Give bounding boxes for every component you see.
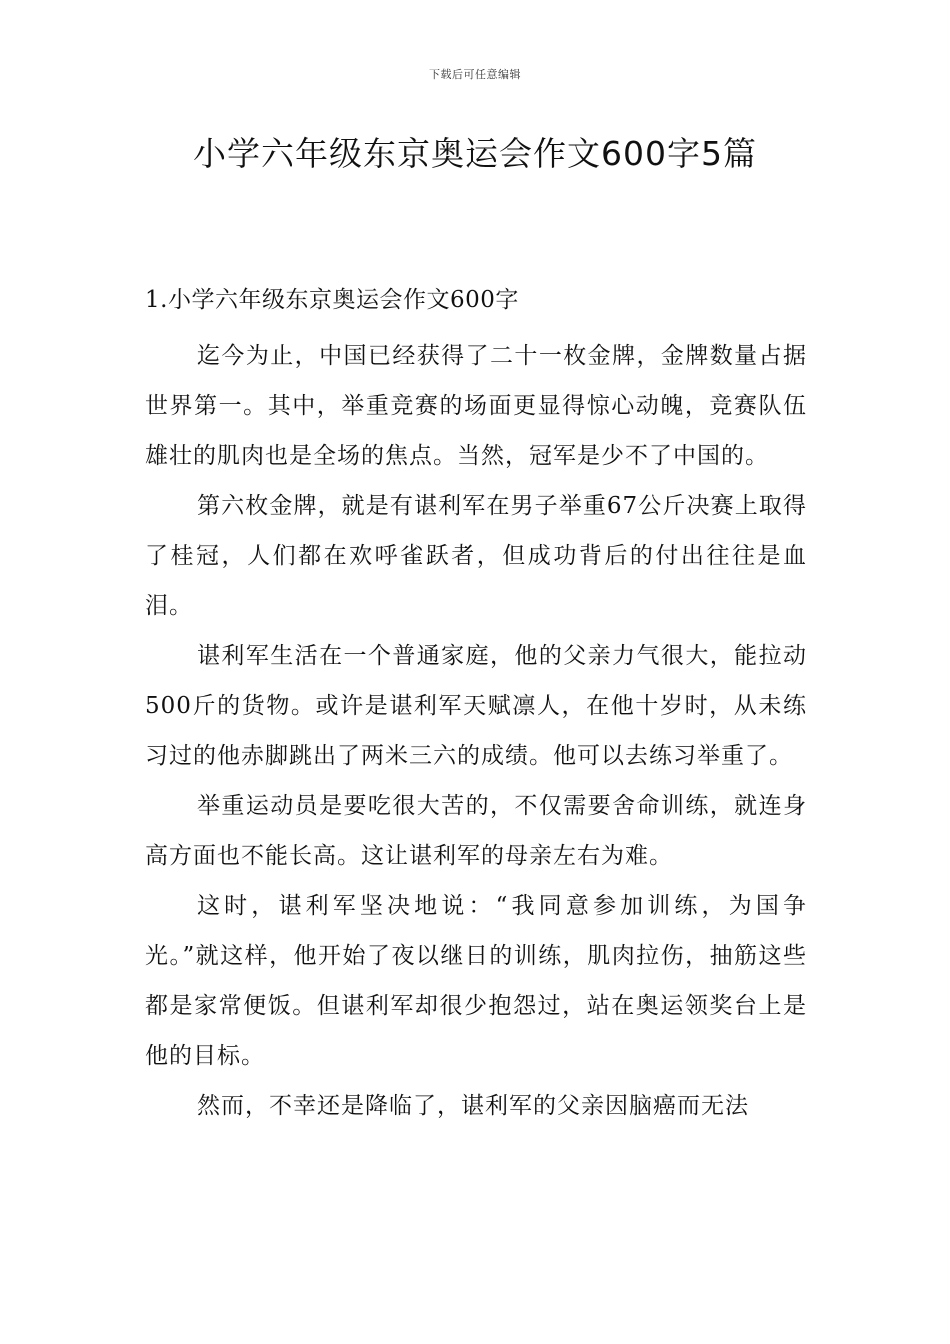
paragraph: 谌利军生活在一个普通家庭，他的父亲力气很大，能拉动500斤的货物。或许是谌利军天赋凛人，在他十岁时，从未练习过的他赤脚跳出了两米三六的成绩。他可以去练习举重了。 — [145, 643, 807, 769]
paragraph: 举重运动员是要吃很大苦的，不仅需要舍命训练，就连身高方面也不能长高。这让谌利军的母亲左右为难。 — [145, 793, 807, 869]
header-note: 下载后可任意编辑 — [429, 68, 521, 81]
paragraph: 然而，不幸还是降临了，谌利军的父亲因脑癌而无法 — [197, 1093, 749, 1119]
document-body — [145, 280, 807, 1131]
paragraph: 第六枚金牌，就是有谌利军在男子举重67公斤决赛上取得了桂冠，人们都在欢呼雀跃者，但成功背后的付出往往是血泪。 — [145, 493, 807, 619]
section-heading: 1.小学六年级东京奥运会作文600字 — [145, 287, 519, 313]
paragraph: 迄今为止，中国已经获得了二十一枚金牌，金牌数量占据世界第一。其中，举重竞赛的场面更显得惊心动魄，竞赛队伍雄壮的肌肉也是全场的焦点。当然，冠军是少不了中国的。 — [145, 343, 807, 469]
paragraph: 这时，谌利军坚决地说：“我同意参加训练，为国争光。”就这样，他开始了夜以继日的训练，肌肉拉伤，抽筋这些都是家常便饭。但谌利军却很少抱怨过，站在奥运领奖台上是他的目标。 — [145, 893, 807, 1069]
document-title: 小学六年级东京奥运会作文600字5篇 — [193, 134, 757, 173]
